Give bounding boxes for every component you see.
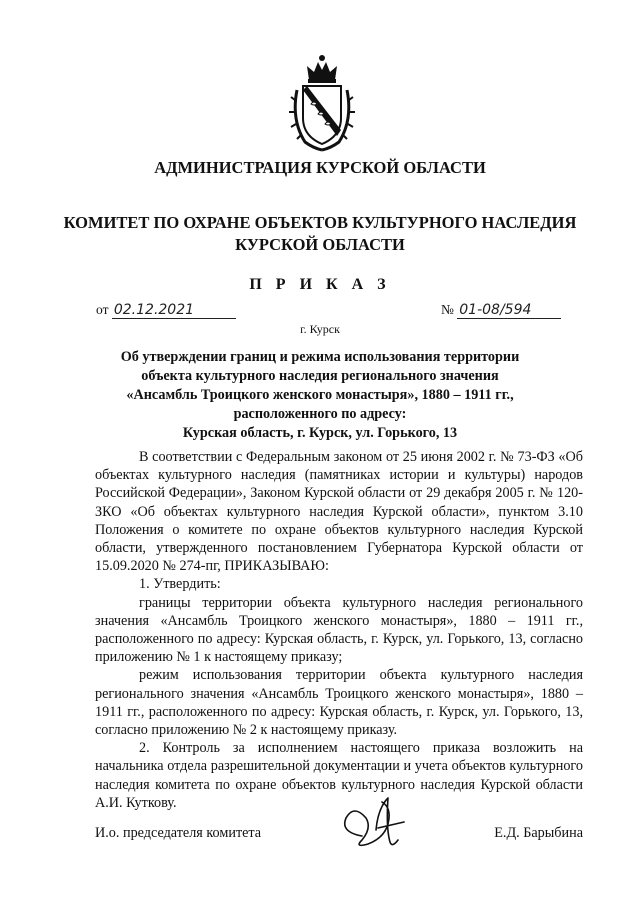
order-title-line: Курская область, г. Курск, ул. Горького, 13 (182, 425, 458, 441)
order-date (96, 302, 236, 319)
administration-title: АДМИНИСТРАЦИЯ КУРСКОЙ ОБЛАСТИ (154, 158, 486, 177)
handwritten-signature (332, 788, 422, 858)
body-paragraph-preamble: В соответствии с Федеральным законом от 25 июня 2002 г. № 73-ФЗ «Об объектах культурного наследия (памятниках истории и культуры) народов Российской Федерации», Законом Курской области от 29 декабря 2005 г. № 120-ЗКО «Об объектах культурного наследия Курской области», пунктом 3.10 Положения о комитете по охране объектов культурного наследия Курской области, утвержденного постановлением Губернатора Курской области от 15.09.2020 № 274-пг, ПРИКАЗЫВАЮ: (95, 449, 583, 575)
body-paragraph-item-2: 2. Контроль за исполнением настоящего приказа возложить на начальника отдела разрешительной документации и учета объектов культурного наследия комитета по охране объектов культурного наследия Курской области А.И. Куткову. (95, 740, 583, 811)
committee-title-line-1: КОМИТЕТ ПО ОХРАНЕ ОБЪЕКТОВ КУЛЬТУРНОГО НАСЛЕДИЯ (63, 213, 577, 232)
number-value: 01-08/594 (457, 302, 561, 319)
body-paragraph-boundaries: границы территории объекта культурного наследия регионального значения «Ансамбль Троицкого женского монастыря», 1880 – 1911 гг., расположенного по адресу: Курская область, г. Курск, ул. Горького, 13, согласно приложению № 1 к настоящему приказу; (95, 594, 583, 666)
body-paragraph-regime: режим использования территории объекта культурного наследия регионального значения «Ансамбль Троицкого женского монастыря», 1880 – 1911 гг., расположенного по адресу: Курская область, г. Курск, ул. Горького, 13, согласно приложению № 2 к настоящему приказу. (95, 667, 583, 739)
kursk-coat-of-arms-icon (287, 50, 357, 152)
document-type: П Р И К А З (249, 276, 391, 293)
date-value: 02.12.2021 (112, 302, 236, 319)
body-paragraph-item-1: 1. Утвердить: (139, 576, 221, 593)
date-prefix: от (96, 302, 109, 317)
order-title-line: «Ансамбль Троицкого женского монастыря», 1880 – 1911 гг., (126, 387, 514, 403)
order-title-line: расположенного по адресу: (233, 406, 407, 422)
signatory-name: Е.Д. Барыбина (494, 825, 583, 841)
committee-title (0, 212, 640, 256)
order-title-line: Об утверждении границ и режима использования территории (120, 349, 520, 365)
signatory-position: И.о. председателя комитета (95, 825, 262, 841)
committee-title-line-2: КУРСКОЙ ОБЛАСТИ (235, 235, 405, 254)
number-prefix: № (441, 302, 454, 317)
order-title (90, 348, 550, 443)
order-number (441, 302, 561, 319)
city: г. Курск (300, 322, 340, 336)
order-title-line: объекта культурного наследия регионального значения (141, 368, 499, 384)
order-body (95, 448, 583, 812)
